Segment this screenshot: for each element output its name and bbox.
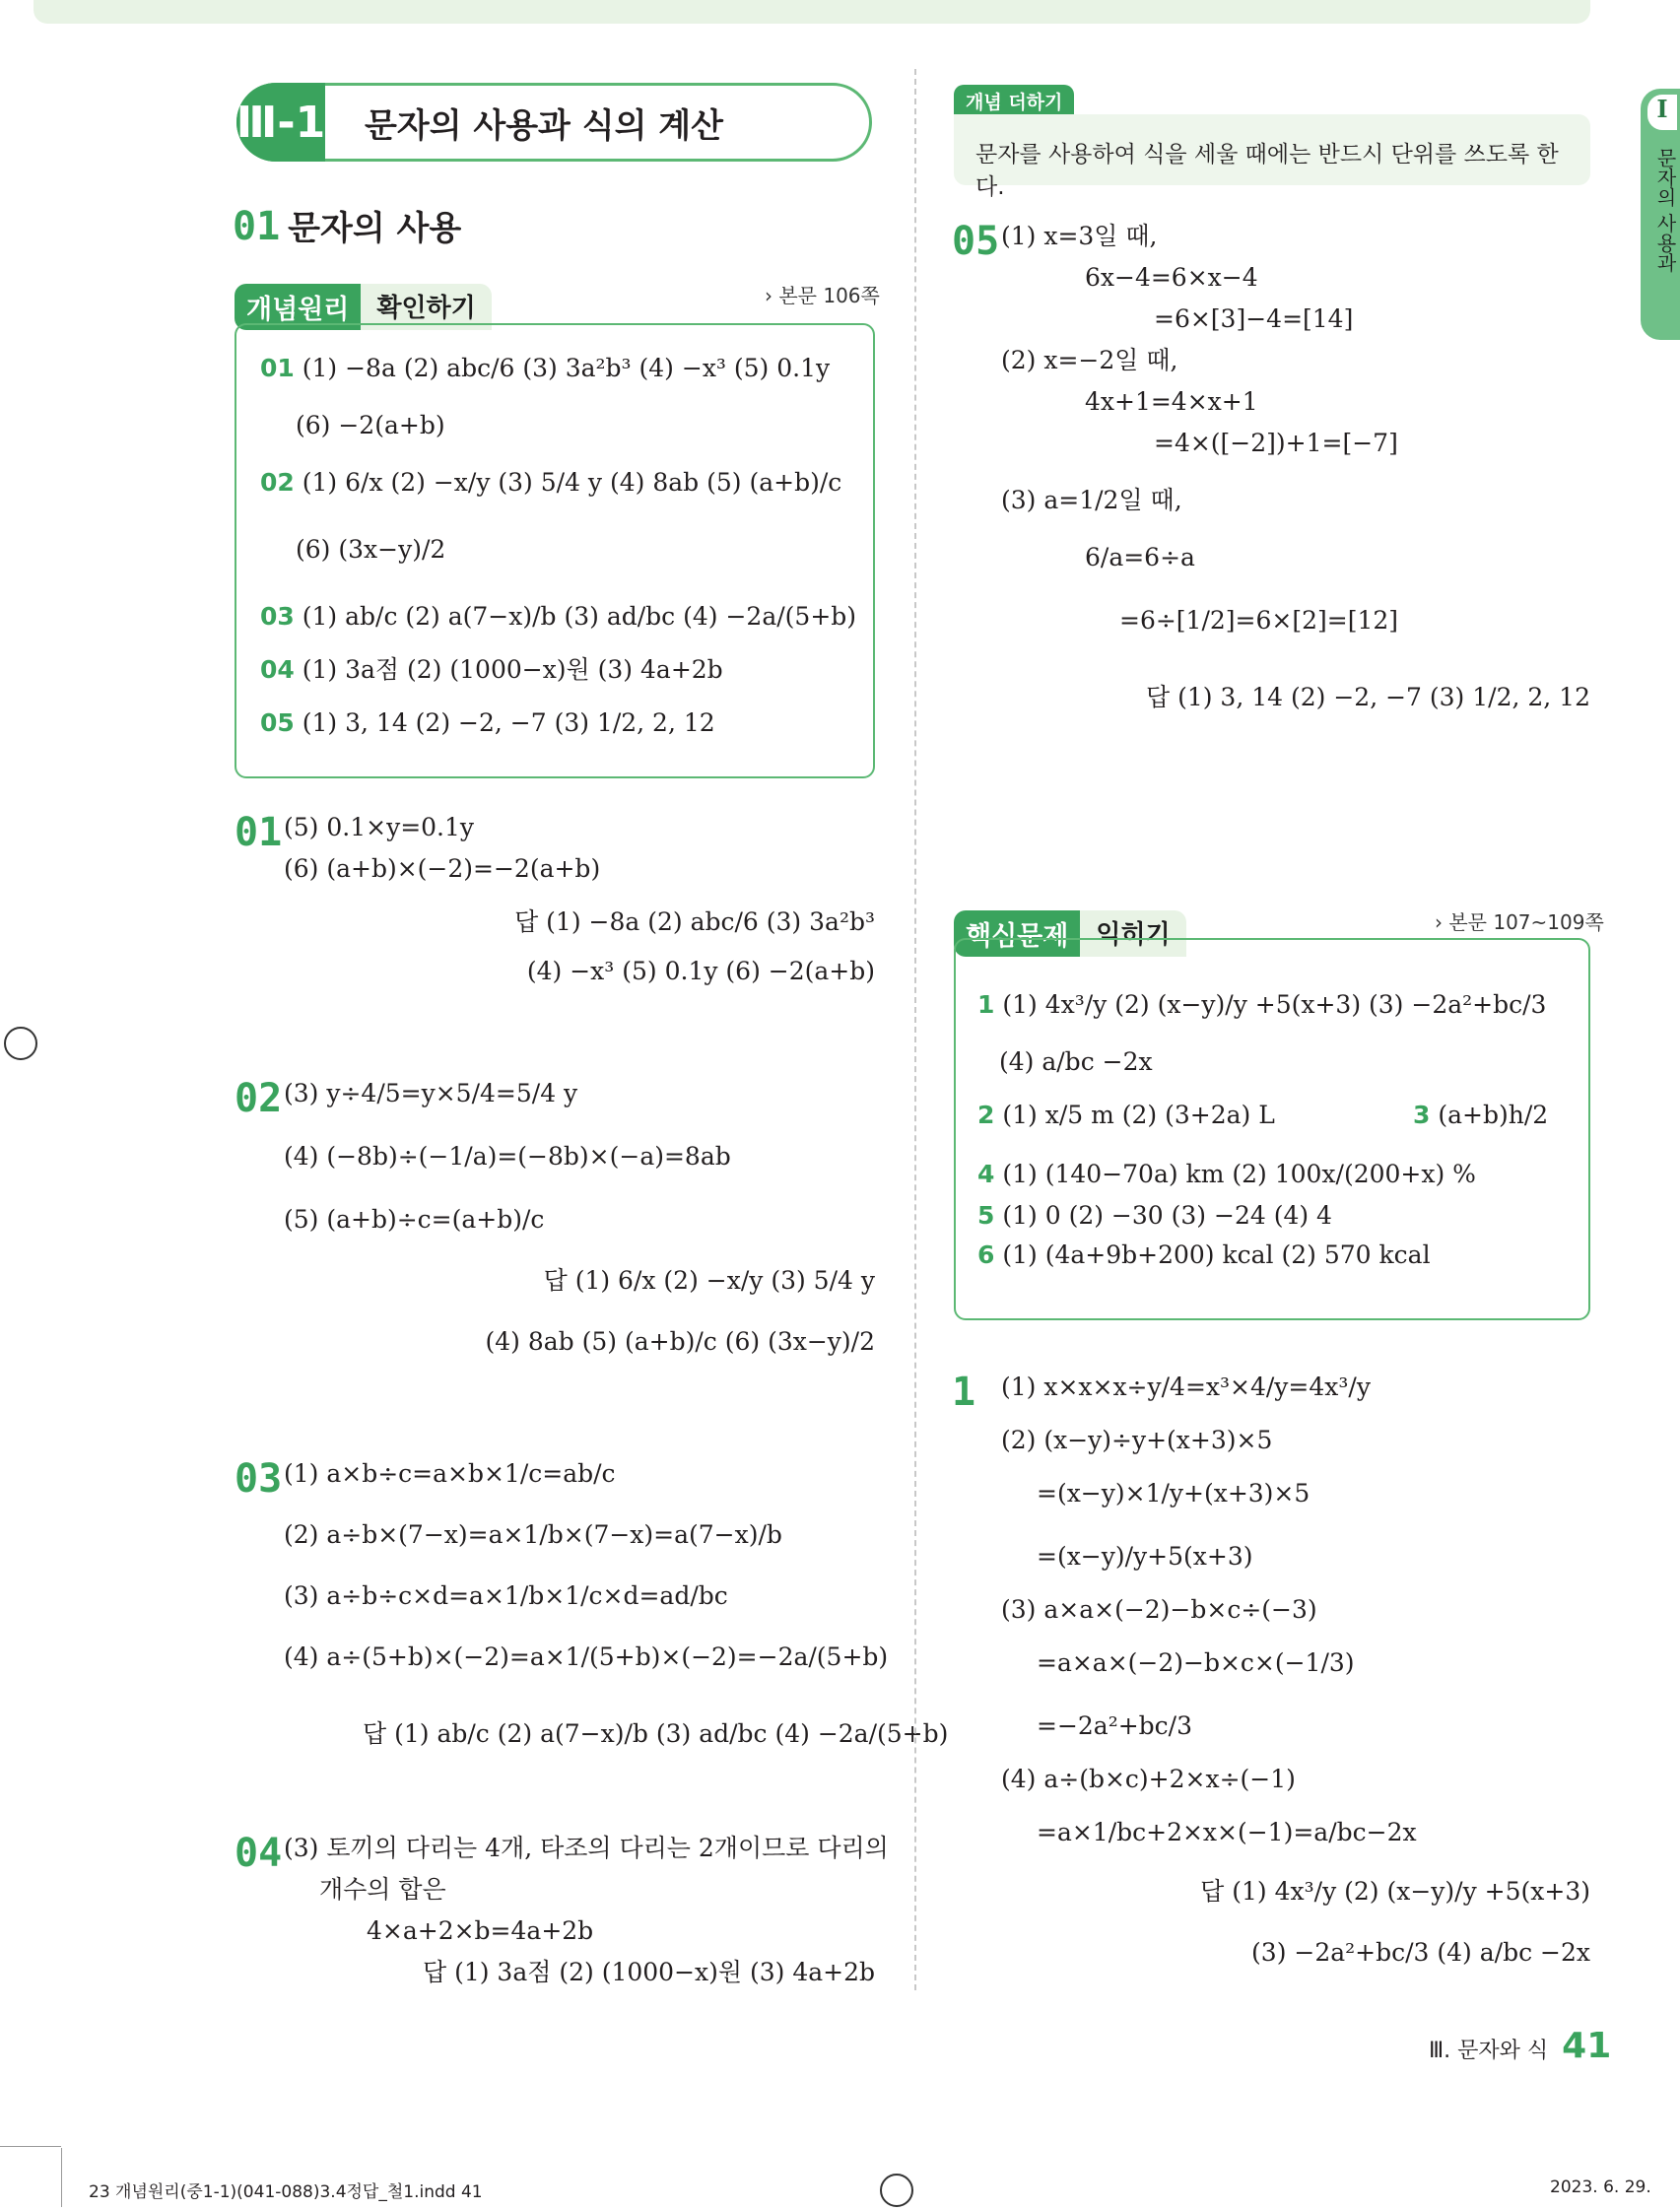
section-title: 문자의 사용과 식의 계산 xyxy=(365,106,723,146)
subsection-label: 문자의 사용 xyxy=(288,209,462,248)
top-band xyxy=(34,0,1590,24)
solution-line: (4) a÷(5+b)×(−2)=a×1/(5+b)×(−2)=−2a/(5+b) xyxy=(284,1642,889,1671)
solution-line: =6×[3]−4=[14] xyxy=(1154,304,1354,333)
solution-line: (1) a×b÷c=a×b×1/c=ab/c xyxy=(284,1459,616,1488)
answer-04 xyxy=(382,1955,875,1990)
answer-line: 답 (1) 4x³/y (2) (x−y)/y +5(x+3) xyxy=(1200,1877,1590,1906)
tip-text: 문자를 사용하여 식을 세울 때에는 반드시 단위를 쓰도록 한다. xyxy=(975,142,1559,200)
chapter-side-tab-label: 문자의 사용과 xyxy=(1653,148,1677,273)
solution-line: 4×a+2×b=4a+2b xyxy=(367,1916,594,1945)
registration-mark-icon xyxy=(880,2174,913,2207)
answer-line: 답 (1) 3, 14 (2) −2, −7 (3) 1/2, 2, 12 xyxy=(1145,683,1590,711)
core-tab-secondary: 익히기 xyxy=(1080,910,1185,957)
solution-line: =(x−y)×1/y+(x+3)×5 xyxy=(1037,1479,1310,1508)
chapter-side-tab-number: Ⅰ xyxy=(1647,95,1677,130)
page-footer-chapter xyxy=(1429,2026,1611,2066)
solution-line: 6/a=6÷a xyxy=(1085,543,1195,571)
solution-1 xyxy=(952,1370,1417,1850)
registration-mark-icon xyxy=(4,1027,37,1060)
tip-tab: 개념 더하기 xyxy=(954,85,1074,117)
section-number-badge: Ⅲ-1 xyxy=(236,83,325,162)
solution-line: (6) (a+b)×(−2)=−2(a+b) xyxy=(284,854,601,883)
concept-page-ref: › 본문 106쪽 xyxy=(765,284,880,307)
chapter-label: Ⅲ. 문자와 식 xyxy=(1429,2039,1549,2063)
core-tab-primary: 핵심문제 xyxy=(954,910,1080,957)
solution-line: (3) a÷b÷c×d=a×1/b×1/c×d=ad/bc xyxy=(284,1581,728,1610)
list-item: 2 (1) x/5 m (2) (3+2a) L 3 (a+b)h/2 xyxy=(977,1101,1549,1129)
list-item: (6) −2(a+b) xyxy=(296,411,445,439)
answer-line: 답 (1) −8a (2) abc/6 (3) 3a²b³ xyxy=(514,907,875,936)
list-item: 5 (1) 0 (2) −30 (3) −24 (4) 4 xyxy=(977,1201,1332,1230)
answer-line: (4) −x³ (5) 0.1y (6) −2(a+b) xyxy=(526,957,875,985)
answer-02 xyxy=(481,1263,875,1360)
answer-05 xyxy=(1098,680,1590,715)
core-page-ref: › 본문 107~109쪽 xyxy=(1435,910,1604,934)
solution-number: 01 xyxy=(235,810,283,855)
answer-line: (3) −2a²+bc/3 (4) a/bc −2x xyxy=(1251,1938,1590,1967)
solution-number: 03 xyxy=(235,1456,283,1502)
core-answer-list xyxy=(977,987,1569,1273)
solution-line: (3) y÷4/5=y×5/4=5/4 y xyxy=(284,1079,578,1107)
print-footer-date: 2023. 6. 29. xyxy=(1550,2178,1651,2197)
list-item: (4) a/bc −2x xyxy=(999,1047,1153,1076)
crop-mark xyxy=(61,2148,62,2207)
solution-number: 05 xyxy=(952,219,1000,264)
answer-line: 답 (1) ab/c (2) a(7−x)/b (3) ad/bc (4) −2a/(5+b) xyxy=(363,1719,949,1748)
solution-line: (1) x×x×x÷y/4=x³×4/y=4x³/y xyxy=(1001,1373,1371,1401)
list-item: 04 (1) 3a점 (2) (1000−x)원 (3) 4a+2b xyxy=(260,655,723,684)
solution-01 xyxy=(235,810,600,887)
list-item: 03 (1) ab/c (2) a(7−x)/b (3) ad/bc (4) −2a/(5+b) xyxy=(260,602,857,631)
solution-line: =(x−y)/y+5(x+3) xyxy=(1037,1542,1253,1571)
solution-line: 개수의 합은 xyxy=(319,1875,446,1904)
answer-line: (4) 8ab (5) (a+b)/c (6) (3x−y)/2 xyxy=(485,1327,875,1356)
solution-line: (2) (x−y)÷y+(x+3)×5 xyxy=(1001,1426,1273,1454)
list-item: (6) (3x−y)/2 xyxy=(296,535,446,564)
solution-line: (3) a×a×(−2)−b×c÷(−3) xyxy=(1001,1595,1317,1624)
solution-line: =a×1/bc+2×x×(−1)=a/bc−2x xyxy=(1037,1818,1417,1846)
solution-05 xyxy=(952,219,1398,638)
list-item: 1 (1) 4x³/y (2) (x−y)/y +5(x+3) (3) −2a²+bc/3 xyxy=(977,990,1547,1019)
solution-line: (1) x=3일 때, xyxy=(1001,222,1158,250)
solution-line: (2) x=−2일 때, xyxy=(1001,346,1178,374)
subsection-number: 01 xyxy=(233,204,281,249)
concept-tab-primary: 개념원리 xyxy=(235,284,361,330)
answer-1 xyxy=(1098,1874,1590,1971)
answer-01 xyxy=(481,904,875,989)
list-item: 01 (1) −8a (2) abc/6 (3) 3a²b³ (4) −x³ (5) 0.1y xyxy=(260,354,831,382)
answer-03 xyxy=(363,1716,949,1752)
concept-answer-list xyxy=(260,351,856,741)
print-footer-file: 23 개념원리(중1-1)(041-088)3.4정답_철1.indd 41 xyxy=(89,2182,483,2202)
solution-line: =6÷[1/2]=6×[2]=[12] xyxy=(1119,606,1399,635)
solution-line: (2) a÷b×(7−x)=a×1/b×(7−x)=a(7−x)/b xyxy=(284,1520,782,1549)
tip-box xyxy=(954,114,1590,200)
solution-number: 02 xyxy=(235,1076,283,1121)
list-item: 05 (1) 3, 14 (2) −2, −7 (3) 1/2, 2, 12 xyxy=(260,708,715,737)
column-divider xyxy=(914,69,916,1990)
solution-line: (3) a=1/2일 때, xyxy=(1001,486,1182,514)
solution-line: (3) 토끼의 다리는 4개, 타조의 다리는 2개이므로 다리의 xyxy=(284,1834,889,1862)
solution-line: (4) a÷(b×c)+2×x÷(−1) xyxy=(1001,1765,1296,1793)
solution-line: =−2a²+bc/3 xyxy=(1037,1711,1193,1740)
solution-line: =4×([−2])+1=[−7] xyxy=(1154,429,1398,457)
solution-number: 1 xyxy=(952,1370,976,1415)
list-item: 4 (1) (140−70a) km (2) 100x/(200+x) % xyxy=(977,1160,1476,1188)
solution-line: =a×a×(−2)−b×c×(−1/3) xyxy=(1037,1648,1355,1677)
solution-line: (5) (a+b)÷c=(a+b)/c xyxy=(284,1205,545,1234)
solution-04 xyxy=(235,1831,889,1949)
page-number: 41 xyxy=(1562,2026,1612,2066)
answer-line: 답 (1) 6/x (2) −x/y (3) 5/4 y xyxy=(543,1266,875,1295)
solution-line: 6x−4=6×x−4 xyxy=(1085,263,1258,292)
solution-number: 04 xyxy=(235,1831,283,1876)
solution-line: (4) (−8b)÷(−1/a)=(−8b)×(−a)=8ab xyxy=(284,1142,731,1171)
list-item: 6 (1) (4a+9b+200) kcal (2) 570 kcal xyxy=(977,1240,1431,1269)
solution-line: (5) 0.1×y=0.1y xyxy=(284,813,475,841)
solution-03 xyxy=(235,1456,888,1675)
solution-line: 4x+1=4×x+1 xyxy=(1085,387,1258,416)
concept-tab-secondary: 확인하기 xyxy=(361,284,491,330)
list-item: 02 (1) 6/x (2) −x/y (3) 5/4 y (4) 8ab (5) (a+b)/c xyxy=(260,468,842,497)
subsection-title xyxy=(233,201,461,249)
answer-line: 답 (1) 3a점 (2) (1000−x)원 (3) 4a+2b xyxy=(422,1958,875,1986)
crop-mark xyxy=(0,2146,61,2147)
solution-02 xyxy=(235,1076,731,1238)
